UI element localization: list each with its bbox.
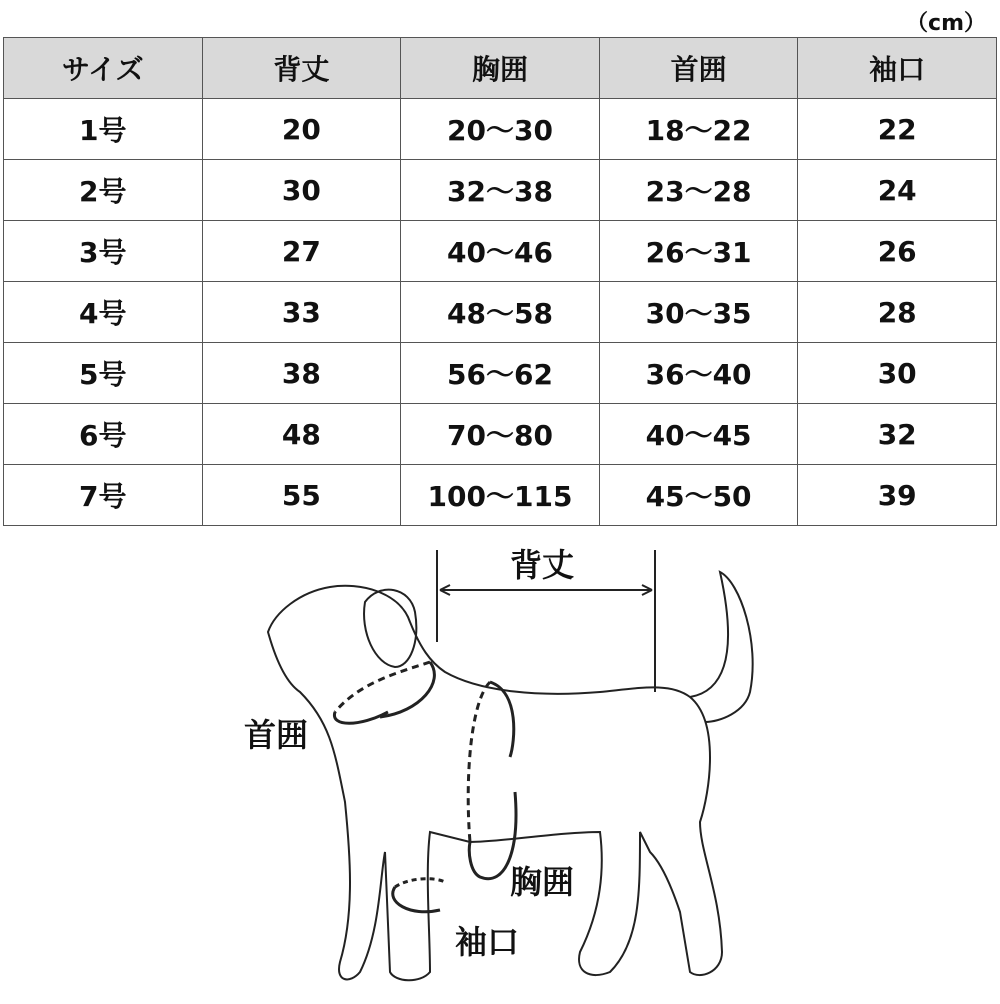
cell-neck: 26～31 xyxy=(599,221,798,282)
unit-label: （cm） xyxy=(906,11,986,36)
cell-cuff: 32 xyxy=(798,404,997,465)
cell-chest: 100～115 xyxy=(401,465,600,526)
cell-neck: 18～22 xyxy=(599,99,798,160)
cell-cuff: 30 xyxy=(798,343,997,404)
table-row xyxy=(4,404,997,465)
cell-back-length: 55 xyxy=(202,465,401,526)
table-row xyxy=(4,99,997,160)
cell-back-length: 20 xyxy=(202,99,401,160)
cell-cuff: 22 xyxy=(798,99,997,160)
label-cuff: 袖口 xyxy=(455,923,520,961)
table-row xyxy=(4,343,997,404)
cell-cuff: 39 xyxy=(798,465,997,526)
cell-cuff: 28 xyxy=(798,282,997,343)
label-neck: 首囲 xyxy=(244,716,309,754)
cell-chest: 32～38 xyxy=(401,160,600,221)
table-header-row xyxy=(4,38,997,99)
header-size: サイズ xyxy=(4,38,203,99)
cell-size: 7号 xyxy=(4,465,203,526)
table-row xyxy=(4,282,997,343)
cell-neck: 23～28 xyxy=(599,160,798,221)
dog-measurement-diagram xyxy=(0,532,1000,1000)
cell-size: 2号 xyxy=(4,160,203,221)
size-table xyxy=(3,37,997,526)
cell-size: 3号 xyxy=(4,221,203,282)
cell-chest: 20～30 xyxy=(401,99,600,160)
cell-cuff: 24 xyxy=(798,160,997,221)
cell-back-length: 38 xyxy=(202,343,401,404)
header-neck: 首囲 xyxy=(599,38,798,99)
cell-back-length: 30 xyxy=(202,160,401,221)
cell-neck: 36～40 xyxy=(599,343,798,404)
cell-neck: 30～35 xyxy=(599,282,798,343)
cell-back-length: 33 xyxy=(202,282,401,343)
cell-chest: 48～58 xyxy=(401,282,600,343)
table-row xyxy=(4,160,997,221)
cell-size: 1号 xyxy=(4,99,203,160)
cell-back-length: 48 xyxy=(202,404,401,465)
label-back-length: 背丈 xyxy=(510,546,575,584)
cell-chest: 70～80 xyxy=(401,404,600,465)
table-row xyxy=(4,465,997,526)
header-chest: 胸囲 xyxy=(401,38,600,99)
table-row xyxy=(4,221,997,282)
header-cuff: 袖口 xyxy=(798,38,997,99)
cell-size: 4号 xyxy=(4,282,203,343)
header-back-length: 背丈 xyxy=(202,38,401,99)
cell-size: 6号 xyxy=(4,404,203,465)
cell-cuff: 26 xyxy=(798,221,997,282)
cell-chest: 56～62 xyxy=(401,343,600,404)
cell-neck: 40～45 xyxy=(599,404,798,465)
cell-size: 5号 xyxy=(4,343,203,404)
cell-neck: 45～50 xyxy=(599,465,798,526)
cell-back-length: 27 xyxy=(202,221,401,282)
cell-chest: 40～46 xyxy=(401,221,600,282)
label-chest: 胸囲 xyxy=(510,863,575,901)
